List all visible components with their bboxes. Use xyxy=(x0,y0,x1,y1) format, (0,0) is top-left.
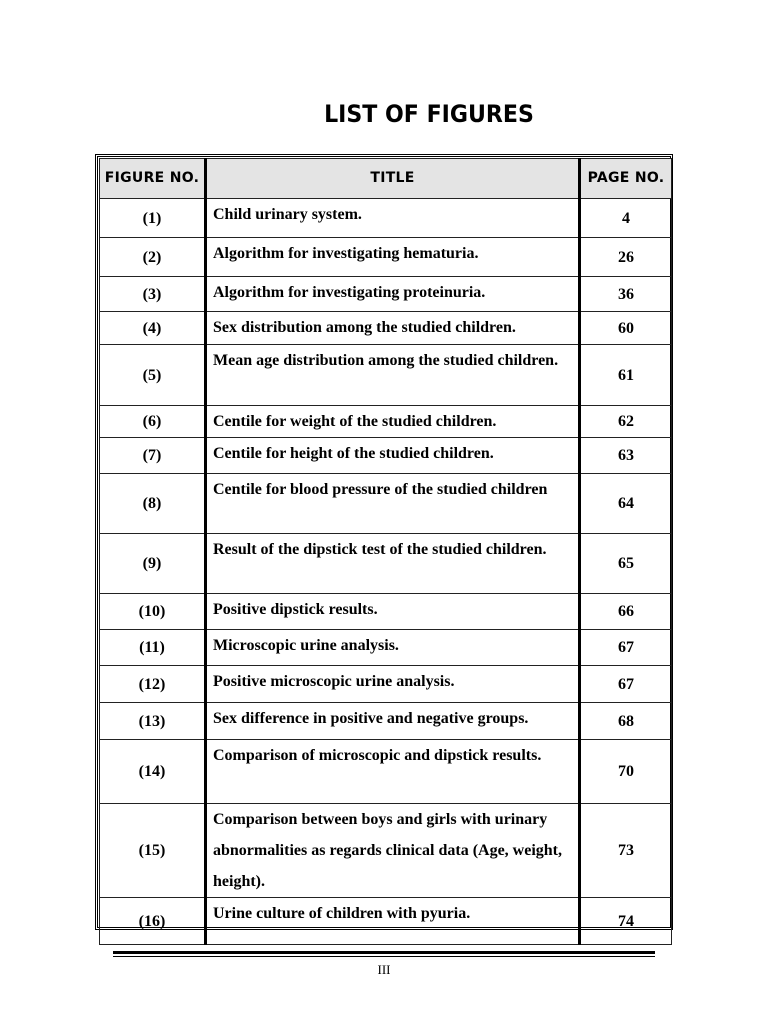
figure-page: 62 xyxy=(580,406,672,438)
figure-title: Algorithm for investigating proteinuria. xyxy=(206,277,580,312)
figures-table xyxy=(99,158,672,945)
figure-number: (8) xyxy=(100,474,206,534)
figure-number: (4) xyxy=(100,312,206,345)
figure-title: Centile for height of the studied children. xyxy=(206,438,580,474)
figure-number: (15) xyxy=(100,804,206,898)
table-row xyxy=(100,345,672,406)
figure-title: Comparison between boys and girls with urinary abnormalities as regards clinical data (Age, weight, height). xyxy=(206,804,580,898)
figure-number: (16) xyxy=(100,898,206,945)
table-row xyxy=(100,277,672,312)
figure-title: Sex distribution among the studied children. xyxy=(206,312,580,345)
table-row xyxy=(100,238,672,277)
table-row xyxy=(100,630,672,666)
figure-page: 64 xyxy=(580,474,672,534)
figure-title: Algorithm for investigating hematuria. xyxy=(206,238,580,277)
figure-page: 36 xyxy=(580,277,672,312)
table-row xyxy=(100,666,672,703)
figure-title: Centile for blood pressure of the studied children xyxy=(206,474,580,534)
figure-title: Comparison of microscopic and dipstick results. xyxy=(206,740,580,804)
footer-rule-thin xyxy=(113,956,655,957)
figure-number: (9) xyxy=(100,534,206,594)
figure-number: (7) xyxy=(100,438,206,474)
table-row xyxy=(100,898,672,945)
page-title: LIST OF FIGURES xyxy=(324,100,534,128)
footer-rule xyxy=(113,951,655,954)
figure-number: (2) xyxy=(100,238,206,277)
figure-title: Positive microscopic urine analysis. xyxy=(206,666,580,703)
figure-title: Centile for weight of the studied children. xyxy=(206,406,580,438)
figure-page: 60 xyxy=(580,312,672,345)
figure-page: 67 xyxy=(580,630,672,666)
figure-page: 65 xyxy=(580,534,672,594)
table-row xyxy=(100,804,672,898)
table-row xyxy=(100,438,672,474)
figure-number: (10) xyxy=(100,594,206,630)
figure-title: Microscopic urine analysis. xyxy=(206,630,580,666)
table-row xyxy=(100,594,672,630)
figure-number: (6) xyxy=(100,406,206,438)
figure-number: (13) xyxy=(100,703,206,740)
figure-page: 26 xyxy=(580,238,672,277)
figure-page: 74 xyxy=(580,898,672,945)
page-number: III xyxy=(377,962,391,977)
figure-title: Positive dipstick results. xyxy=(206,594,580,630)
figure-page: 73 xyxy=(580,804,672,898)
figure-title: Mean age distribution among the studied children. xyxy=(206,345,580,406)
header-figure-no: FIGURE NO. xyxy=(100,159,206,199)
table-header-row xyxy=(100,159,672,199)
table-row xyxy=(100,740,672,804)
figure-page: 67 xyxy=(580,666,672,703)
figure-number: (14) xyxy=(100,740,206,804)
figure-title: Urine culture of children with pyuria. xyxy=(206,898,580,945)
figure-number: (5) xyxy=(100,345,206,406)
figure-number: (11) xyxy=(100,630,206,666)
figure-page: 61 xyxy=(580,345,672,406)
table-row xyxy=(100,474,672,534)
table-row xyxy=(100,534,672,594)
table-row xyxy=(100,703,672,740)
figure-page: 70 xyxy=(580,740,672,804)
figure-title: Result of the dipstick test of the studied children. xyxy=(206,534,580,594)
figure-page: 63 xyxy=(580,438,672,474)
figure-number: (12) xyxy=(100,666,206,703)
figure-page: 4 xyxy=(580,199,672,238)
figure-page: 68 xyxy=(580,703,672,740)
header-page-no: PAGE NO. xyxy=(580,159,672,199)
figure-number: (3) xyxy=(100,277,206,312)
header-title: TITLE xyxy=(206,159,580,199)
figure-title: Sex difference in positive and negative groups. xyxy=(206,703,580,740)
figure-number: (1) xyxy=(100,199,206,238)
figure-page: 66 xyxy=(580,594,672,630)
figure-title: Child urinary system. xyxy=(206,199,580,238)
table-row xyxy=(100,199,672,238)
table-row xyxy=(100,406,672,438)
table-row xyxy=(100,312,672,345)
